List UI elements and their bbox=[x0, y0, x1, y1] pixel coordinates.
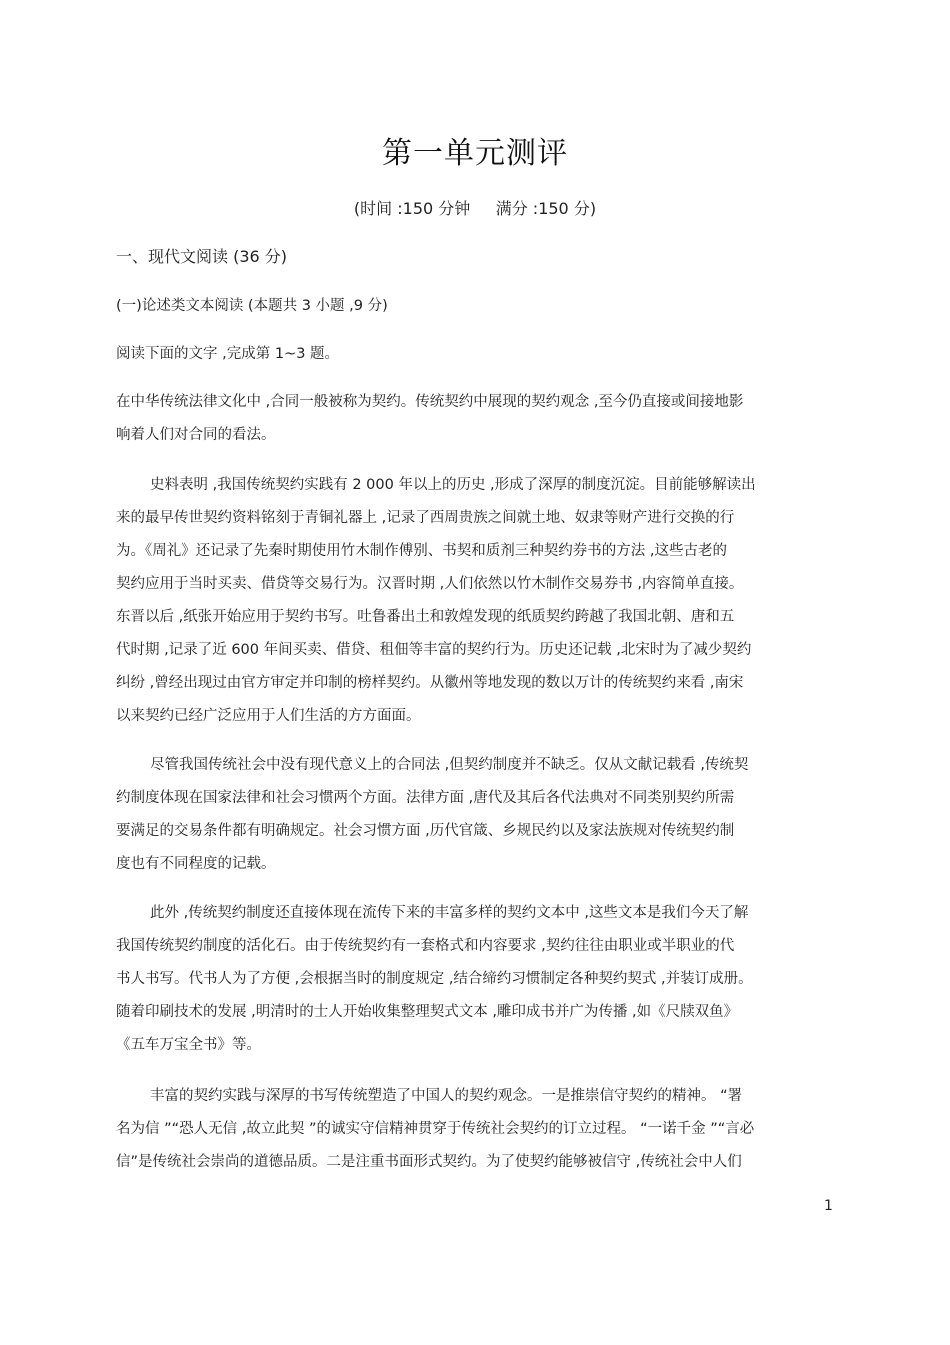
paragraph-line: 为。《周礼》还记录了先秦时期使用竹木制作傅别、书契和质剂三种契约券书的方法 ,这些古老的 bbox=[116, 543, 727, 559]
paragraph-line: 在中华传统法律文化中 ,合同一般被称为契约。传统契约中展现的契约观念 ,至今仍直接或间接地影 bbox=[116, 394, 744, 410]
paragraph-line: 随着印刷技术的发展 ,明清时的士人开始收集整理契式文本 ,雕印成书并广为传播 ,如《尺牍双鱼》 bbox=[116, 1004, 739, 1020]
paragraph-4 bbox=[116, 897, 836, 1062]
paragraph-line: 丰富的契约实践与深厚的书写传统塑造了中国人的契约观念。一是推崇信守契约的精神。 “署 bbox=[150, 1088, 743, 1104]
exam-time-score bbox=[0, 196, 950, 219]
paragraph-line: 来的最早传世契约资料铭刻于青铜礼器上 ,记录了西周贵族之间就土地、奴隶等财产进行交换的行 bbox=[116, 510, 735, 526]
paragraph-line: 契约应用于当时买卖、借贷等交易行为。汉晋时期 ,人们依然以竹木制作交易券书 ,内容简单直接。 bbox=[116, 576, 744, 592]
paragraph-line: 度也有不同程度的记载。 bbox=[116, 856, 276, 872]
paragraph-1 bbox=[116, 386, 836, 452]
paragraph-line: 名为信 ”“恐人无信 ,故立此契 ”的诚实守信精神贯穿于传统社会契约的订立过程。 “一诺千金 ”“言必 bbox=[116, 1121, 755, 1137]
exam-time: (时间 :150 分钟 bbox=[353, 199, 471, 218]
paragraph-2 bbox=[116, 469, 836, 733]
section-heading-modern-reading: 一、现代文阅读 (36 分) bbox=[116, 247, 288, 266]
paragraph-line: 此外 ,传统契约制度还直接体现在流传下来的丰富多样的契约文本中 ,这些文本是我们今天了解 bbox=[150, 905, 749, 921]
paragraph-3 bbox=[116, 749, 836, 881]
paragraph-line: 史料表明 ,我国传统契约实践有 2 000 年以上的历史 ,形成了深厚的制度沉淀。目前能够解读出 bbox=[150, 477, 756, 493]
subsection-heading-argumentative: (一)论述类文本阅读 (本题共 3 小题 ,9 分) bbox=[116, 298, 388, 314]
reading-instruction: 阅读下面的文字 ,完成第 1~3 题。 bbox=[116, 346, 340, 362]
paragraph-line: 我国传统契约制度的活化石。由于传统契约有一套格式和内容要求 ,契约往往由职业或半职业的代 bbox=[116, 938, 735, 954]
paragraph-line: 《五车万宝全书》等。 bbox=[116, 1037, 261, 1053]
page-title: 第一单元测评 bbox=[382, 136, 568, 171]
paragraph-line: 约制度体现在国家法律和社会习惯两个方面。法律方面 ,唐代及其后各代法典对不同类别契约所需 bbox=[116, 790, 735, 806]
paragraph-line: 以来契约已经广泛应用于人们生活的方方面面。 bbox=[116, 708, 421, 724]
paragraph-5 bbox=[116, 1080, 836, 1179]
page-number: 1 bbox=[824, 1198, 833, 1214]
paragraph-line: 响着人们对合同的看法。 bbox=[116, 427, 276, 443]
paragraph-line: 东晋以后 ,纸张开始应用于契约书写。吐鲁番出土和敦煌发现的纸质契约跨越了我国北朝、唐和五 bbox=[116, 609, 735, 625]
paragraph-line: 尽管我国传统社会中没有现代意义上的合同法 ,但契约制度并不缺乏。仅从文献记载看 ,传统契 bbox=[150, 757, 749, 773]
exam-full-score: 满分 :150 分) bbox=[495, 199, 597, 218]
paragraph-line: 要满足的交易条件都有明确规定。社会习惯方面 ,历代官箴、乡规民约以及家法族规对传统契约制 bbox=[116, 823, 735, 839]
paragraph-line: 书人书写。代书人为了方便 ,会根据当时的制度规定 ,结合缔约习惯制定各种契约契式 ,并装订成册。 bbox=[116, 971, 753, 987]
paragraph-line: 纠纷 ,曾经出现过由官方审定并印制的榜样契约。从徽州等地发现的数以万计的传统契约来看 ,南宋 bbox=[116, 675, 744, 691]
paragraph-line: 信”是传统社会崇尚的道德品质。二是注重书面形式契约。为了使契约能够被信守 ,传统社会中人们 bbox=[116, 1154, 742, 1170]
paragraph-line: 代时期 ,记录了近 600 年间买卖、借贷、租佃等丰富的契约行为。历史还记载 ,北宋时为了减少契约 bbox=[116, 642, 752, 658]
